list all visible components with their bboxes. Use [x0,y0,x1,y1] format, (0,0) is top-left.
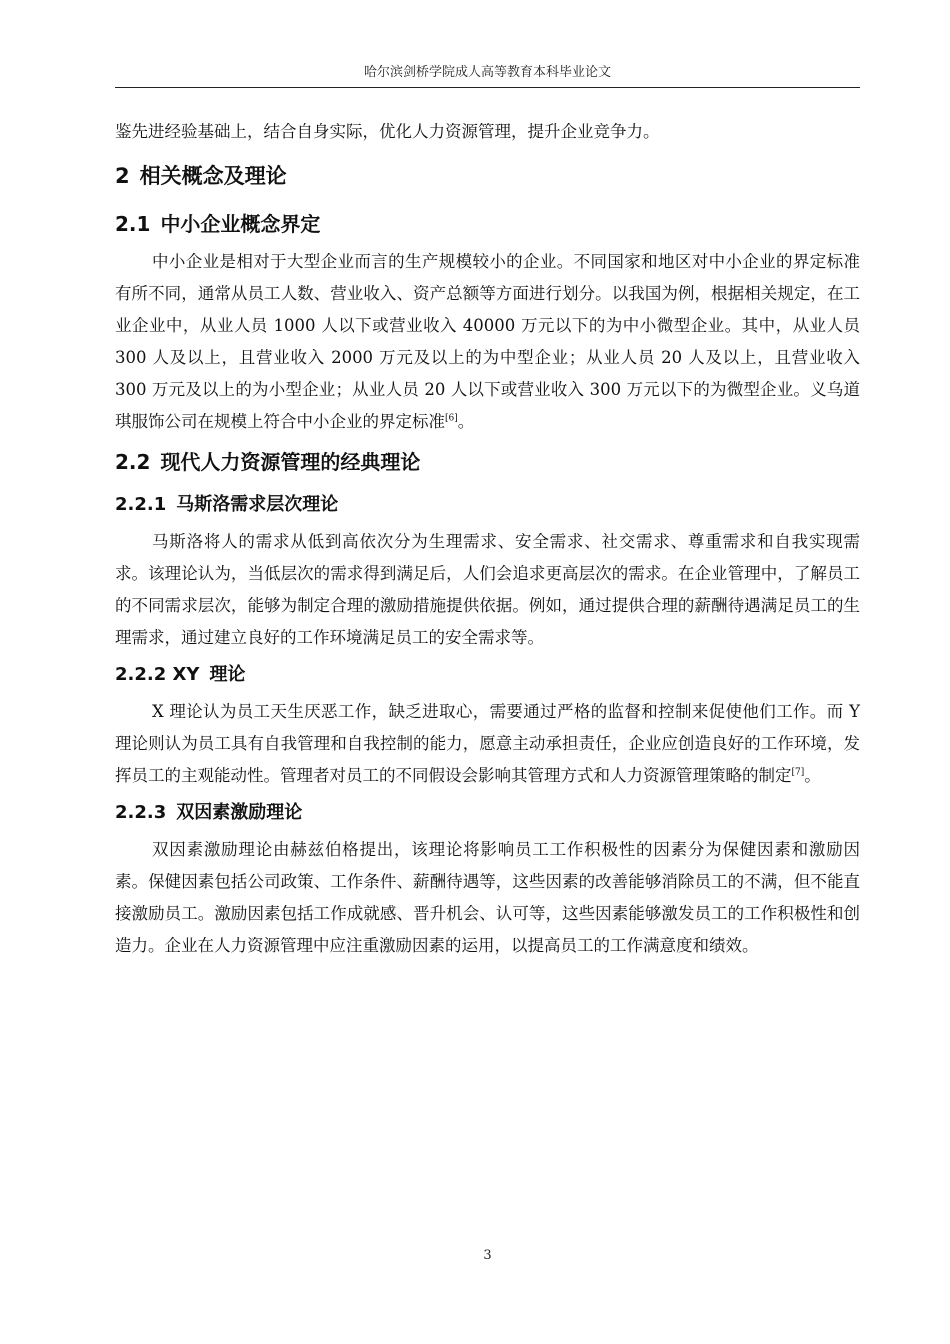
section-title: 马斯洛需求层次理论 [176,494,339,515]
section-number: 2.2.1 [115,494,167,515]
intro-paragraph-tail: 鉴先进经验基础上，结合自身实际，优化人力资源管理，提升企业竞争力。 [115,122,660,141]
paragraph-end: 。 [457,412,475,431]
citation-marker: [7] [791,767,805,778]
section-heading-2-2-1 [115,484,860,526]
paragraph-maslow: 马斯洛将人的需求从低到高依次分为生理需求、安全需求、社交需求、尊重需求和自我实现需求。该理论认为，当低层次的需求得到满足后，人们会追求更高层次的需求。在企业管理中，了解员工的不同需求层次，能够为制定合理的激励措施提供依据。例如，通过提供合理的薪酬待遇满足员工的生理需求，通过建立良好的工作环境满足员工的安全需求等。 [115,532,860,647]
section-title: 中小企业概念界定 [160,212,321,236]
paragraph-two-factor: 双因素激励理论由赫兹伯格提出，该理论将影响员工工作积极性的因素分为保健因素和激励因素。保健因素包括公司政策、工作条件、薪酬待遇等，这些因素的改善能够消除员工的不满，但不能直接激励员工。激励因素包括工作成就感、晋升机会、认可等，这些因素能够激发员工的工作积极性和创造力。企业在人力资源管理中应注重激励因素的运用，以提高员工的工作满意度和绩效。 [115,840,860,955]
paragraph-sme-definition [115,246,860,438]
citation-marker: [6] [445,413,458,424]
section-heading-2-2-2 [115,654,860,696]
section-title: 相关概念及理论 [139,164,287,188]
section-heading-2-2 [115,438,860,484]
running-header: 哈尔滨剑桥学院成人高等教育本科毕业论文 [363,65,611,80]
section-title: 双因素激励理论 [176,802,303,823]
section-title: 理论 [209,664,246,685]
page-number: 3 [483,1248,492,1263]
section-number: 2.2 [115,450,151,474]
section-title: 现代人力资源管理的经典理论 [160,450,421,474]
paragraph-end: 。 [804,766,821,785]
section-heading-2-1 [115,200,860,246]
header-rule [115,87,860,88]
paragraph-text: X 理论认为员工天生厌恶工作，缺乏进取心，需要通过严格的监督和控制来促使他们工作。而 Y 理论则认为员工具有自我管理和自我控制的能力，愿意主动承担责任，企业应创造良好的工作环境，发挥员工的主观能动性。管理者对员工的不同假设会影响其管理方式和人力资源管理策略的制定 [115,702,860,785]
section-heading-2 [115,148,860,200]
paragraph-text: 中小企业是相对于大型企业而言的生产规模较小的企业。不同国家和地区对中小企业的界定标准有所不同，通常从员工人数、营业收入、资产总额等方面进行划分。以我国为例，根据相关规定，在工业企业中，从业人员 1000 人以下或营业收入 40000 万元以下的为中小微型企业。其中，从业人员 300 人及以上，且营业收入 2000 万元及以上的为中型企业；从业人员 20 人及以上，且营业收入 300 万元及以上的为小型企业；从业人员 20 人以下或营业收入 300 万元以下的为微型企业。义乌道琪服饰公司在规模上符合中小企业的界定标准 [115,252,860,431]
section-number: 2 [115,164,130,188]
paragraph-xy-theory [115,696,860,792]
section-heading-2-2-3 [115,792,860,834]
section-number: 2.2.2 XY [115,664,200,685]
section-number: 2.2.3 [115,802,167,823]
page-body [115,116,860,962]
section-number: 2.1 [115,212,151,236]
